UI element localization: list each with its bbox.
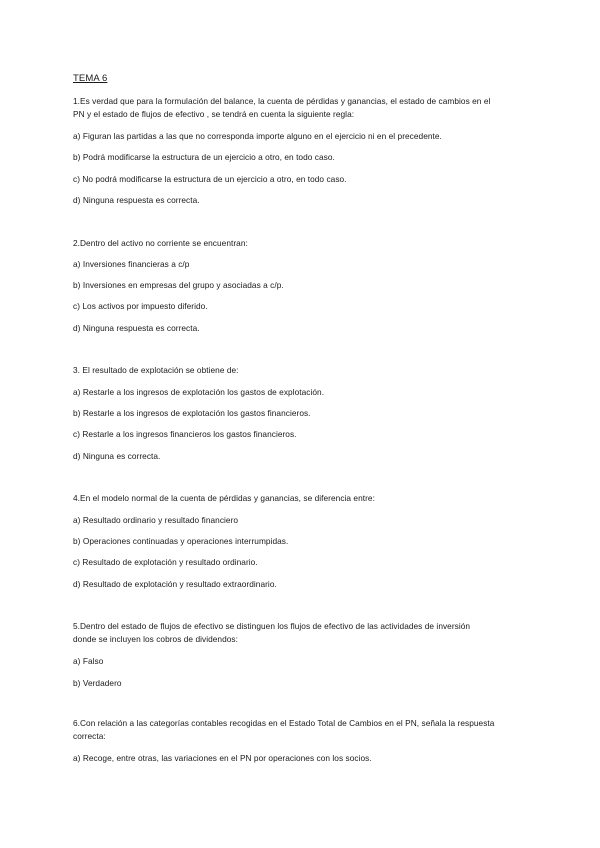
question-3-option-b: b) Restarle a los ingresos de explotación los gastos financieros. [73,408,311,418]
question-2-text: 2.Dentro del activo no corriente se encuentran: [73,238,248,248]
question-5-text-line-1: 5.Dentro del estado de flujos de efectivo se distinguen los flujos de efectivo de las actividades de inversión [73,621,471,631]
question-2-option-b: b) Inversiones en empresas del grupo y asociadas a c/p. [73,280,284,290]
question-4-option-b: b) Operaciones continuadas y operaciones interrumpidas. [73,536,289,546]
question-5-option-b: b) Verdadero [73,678,122,688]
question-2-option-a: a) Inversiones financieras a c/p [73,259,190,269]
question-6-text-line-2: correcta: [73,731,106,741]
question-4-option-d: d) Resultado de explotación y resultado extraordinario. [73,579,277,589]
question-1-text-line-2: PN y el estado de flujos de efectivo , se tendrá en cuenta la siguiente regla: [73,109,355,119]
question-2-option-d: d) Ninguna respuesta es correcta. [73,323,200,333]
question-4-text: 4.En el modelo normal de la cuenta de pérdidas y ganancias, se diferencia entre: [73,493,375,503]
question-6-text-line-1: 6.Con relación a las categorías contables recogidas en el Estado Total de Cambios en el PN, señala la respuesta [73,718,495,728]
question-1-option-c: c) No podrá modificarse la estructura de un ejercicio a otro, en todo caso. [73,174,347,184]
question-3-text: 3. El resultado de explotación se obtiene de: [73,365,239,375]
question-1-option-d: d) Ninguna respuesta es correcta. [73,195,200,205]
question-4-option-c: c) Resultado de explotación y resultado ordinario. [73,557,258,567]
question-5-text-line-2: donde se incluyen los cobros de dividendos: [73,634,238,644]
question-3-option-a: a) Restarle a los ingresos de explotación los gastos de explotación. [73,387,325,397]
document-title: TEMA 6 [73,73,108,84]
question-4-option-a: a) Resultado ordinario y resultado financiero [73,515,239,525]
question-1-option-b: b) Podrá modificarse la estructura de un ejercicio a otro, en todo caso. [73,152,335,162]
question-5-option-a: a) Falso [73,656,104,666]
question-3-option-d: d) Ninguna es correcta. [73,451,161,461]
question-1-option-a: a) Figuran las partidas a las que no corresponda importe alguno en el ejercicio ni en el precedente. [73,131,442,141]
question-6-option-a: a) Recoge, entre otras, las variaciones en el PN por operaciones con los socios. [73,753,372,763]
question-2-option-c: c) Los activos por impuesto diferido. [73,301,208,311]
question-1-text-line-1: 1.Es verdad que para la formulación del balance, la cuenta de pérdidas y ganancias, el estado de cambios en el [73,96,491,106]
question-3-option-c: c) Restarle a los ingresos financieros los gastos financieros. [73,429,297,439]
